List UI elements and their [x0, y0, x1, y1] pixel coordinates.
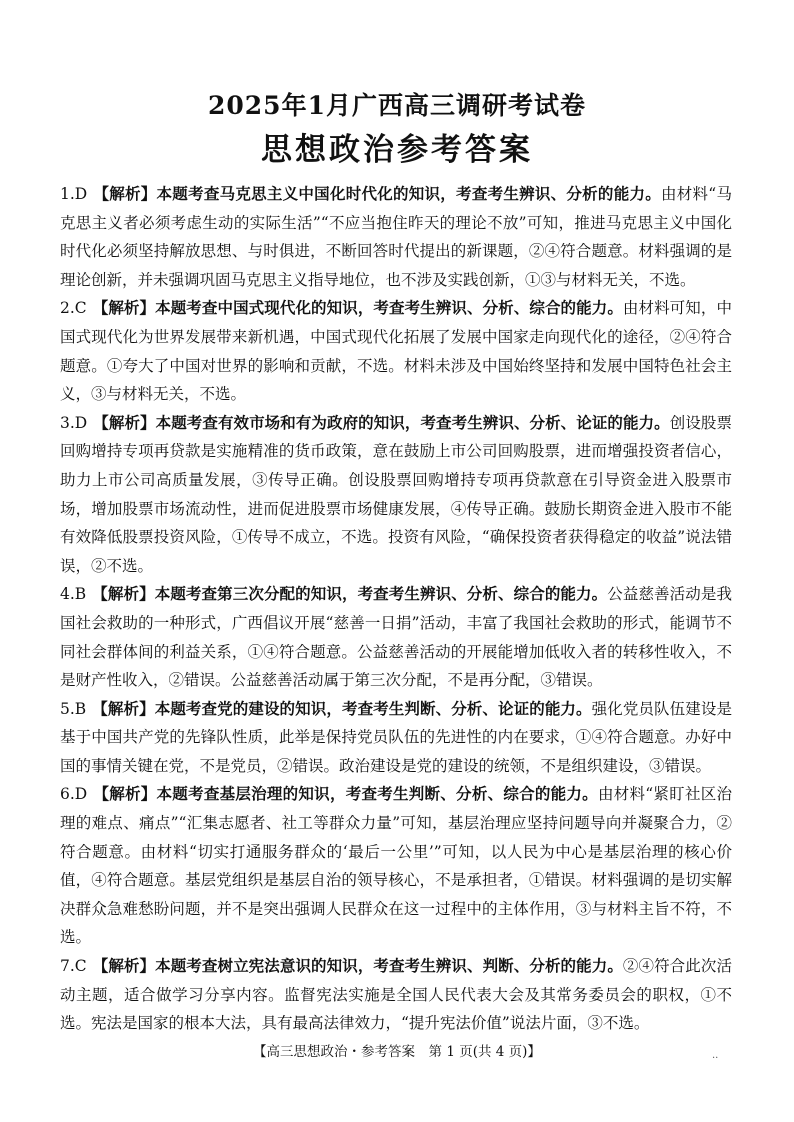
answer-item-2	[60, 294, 732, 408]
analysis-tag: 【解析】	[93, 412, 156, 432]
analysis-intro: 本题考查树立宪法意识的知识，考查考生辨识、判断、分析的能力。	[155, 956, 623, 976]
answer-number: 1.D	[60, 185, 88, 203]
answer-number: 5.B	[60, 699, 87, 718]
analysis-body: 由材料“紧盯社区治理的难点、痛点”“汇集志愿者、社工等群众力量”可知，基层治理应坚持问题导向并凝聚合力，②符合题意。由材料“切实打通服务群众的‘最后一公里’”可知，以人民为中心是基层治理的核心价值，④符合题意。基层党组织是基层自治的领导核心，不是承担者，①错误。材料强调的是切实解决群众急难愁盼问题，并不是突出强调人民群众在这一过程中的主体作用，③与材料主旨不符，不选。	[60, 785, 732, 947]
analysis-body: 由材料“马克思主义者必须考虑生动的实际生活”“不应当抱住昨天的理论不放”可知，推进马克思主义中国化时代化必须坚持解放思想、与时俱进，不断回答时代提出的新课题，②④符合题意。材料强调的是理论创新，并未强调巩固马克思主义指导地位，也不涉及实践创新，①③与材料无关，不选。	[60, 185, 732, 289]
answer-item-6	[60, 780, 732, 952]
analysis-body: 创设股票回购增持专项再贷款是实施精准的货币政策，意在鼓励上市公司回购股票，进而增强投资者信心，助力上市公司高质量发展，③传导正确。创设股票回购增持专项再贷款意在引导资金进入股票市场，增加股票市场流动性，进而促进股票市场健康发展，④传导正确。鼓励长期资金进入股市不能有效降低股票投资风险，①传导不成立，不选。投资有风险，“确保投资者获得稳定的收益”说法错误，②不选。	[60, 413, 732, 575]
answer-number: 4.B	[60, 585, 87, 604]
answer-number: 6.D	[60, 785, 88, 804]
analysis-intro: 本题考查党的建设的知识，考查考生判断、分析、论证的能力。	[154, 698, 592, 718]
analysis-tag: 【解析】	[92, 584, 155, 604]
analysis-tag: 【解析】	[93, 784, 157, 804]
answer-number: 7.C	[60, 957, 87, 976]
answer-item-5	[60, 695, 732, 781]
answer-item-1	[60, 180, 732, 294]
analysis-tag: 【解析】	[93, 184, 157, 203]
answer-number: 3.D	[60, 413, 88, 432]
answer-title: 思想政治参考答案	[261, 132, 533, 168]
analysis-body: 公益慈善活动是我国社会救助的一种形式，广西倡议开展“慈善一日捐”活动，丰富了我国社会救助的形式，能调节不同社会群体间的利益关系，①④符合题意。公益慈善活动的开展能增加低收入者的转移性收入，不是财产性收入，②错误。公益慈善活动属于第三次分配，不是再分配，③错误。	[60, 585, 732, 690]
analysis-body: 由材料可知，中国式现代化为世界发展带来新机遇，中国式现代化拓展了发展中国家走向现代化的途径，②④符合题意。①夸大了中国对世界的影响和贡献，不选。材料未涉及中国始终坚持和发展中国特色社会主义，③与材料无关，不选。	[60, 299, 732, 404]
corner-mark: ..	[712, 1050, 719, 1061]
answer-item-3	[60, 409, 732, 581]
analysis-intro: 本题考查第三次分配的知识，考查考生辨识、分析、综合的能力。	[154, 584, 608, 604]
analysis-body: ②④符合此次活动主题，适合做学习分享内容。监督宪法实施是全国人民代表大会及其常务委员会的职权，①不选。宪法是国家的根本大法，具有最高法律效力，“提升宪法价值”说法片面，③不选。	[60, 957, 732, 1033]
analysis-body: 强化党员队伍建设是基于中国共产党的先锋队性质，此举是保持党员队伍的先进性的内在要求，①④符合题意。办好中国的事情关键在党，不是党员，②错误。政治建设是党的建设的统领，不是组织建设，③错误。	[60, 699, 732, 775]
exam-title: 2025年1月广西高三调研考试卷	[208, 91, 586, 120]
analysis-intro: 本题考查中国式现代化的知识，考查考生辨识、分析、综合的能力。	[155, 298, 623, 318]
analysis-tag: 【解析】	[92, 698, 155, 718]
page-footer: 【高三思想政治・参考答案 第 1 页(共 4 页)】	[253, 1044, 541, 1060]
answer-number: 2.C	[60, 299, 87, 318]
answer-item-4	[60, 580, 732, 694]
analysis-intro: 本题考查基层治理的知识，考查考生判断、分析、综合的能力。	[156, 784, 598, 804]
answer-list	[60, 180, 732, 1038]
analysis-intro: 本题考查有效市场和有为政府的知识，考查考生辨识、分析、论证的能力。	[155, 412, 670, 432]
answer-item-7	[60, 952, 732, 1038]
analysis-intro: 本题考查马克思主义中国化时代化的知识，考查考生辨识、分析的能力。	[156, 184, 661, 203]
analysis-tag: 【解析】	[92, 956, 156, 976]
analysis-tag: 【解析】	[92, 298, 156, 318]
